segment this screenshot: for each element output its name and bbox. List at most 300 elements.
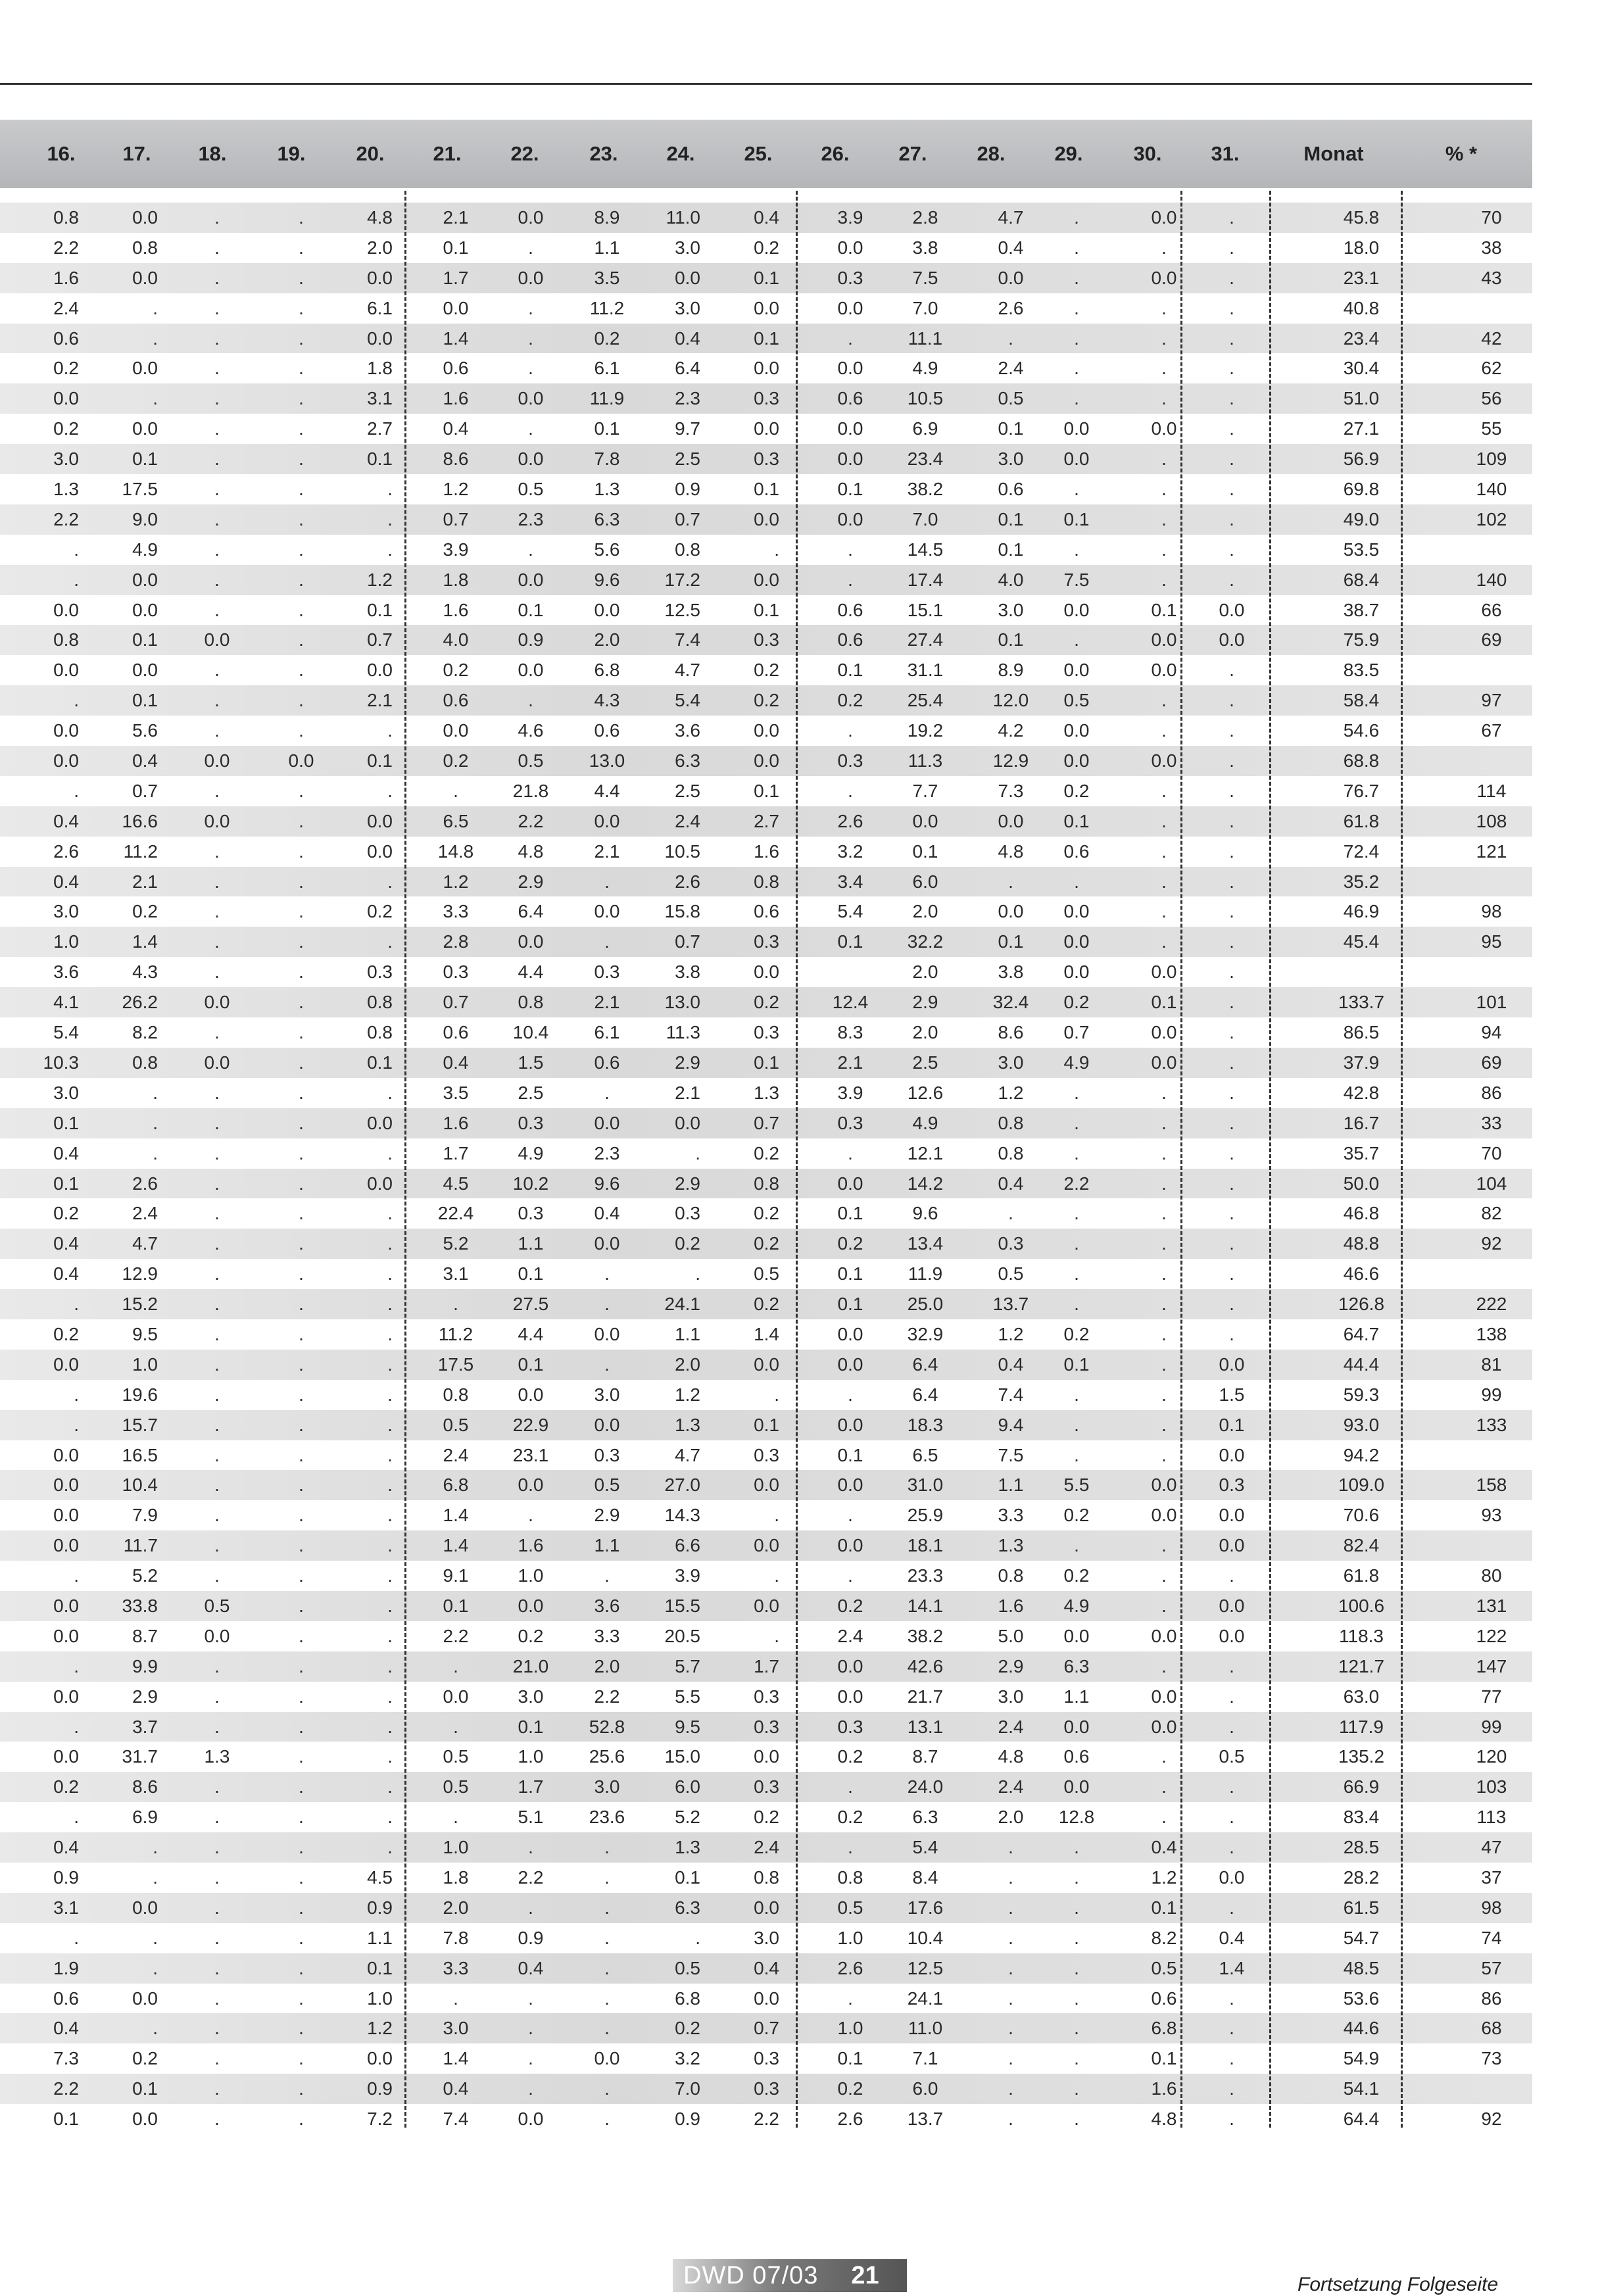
column-divider: [1180, 191, 1182, 2128]
column-header: 25.: [744, 142, 773, 165]
table-row: [0, 1682, 1532, 1712]
table-cell: 9.5: [132, 1323, 158, 1344]
table-cell: .: [387, 539, 393, 560]
table-cell: 0.0: [518, 1595, 544, 1616]
table-cell: 0.8: [518, 992, 544, 1013]
column-header: % *: [1445, 142, 1478, 165]
table-cell: .: [604, 1957, 610, 1978]
table-cell: .: [1161, 931, 1167, 952]
table-cell: .: [387, 1505, 393, 1526]
table-cell: .: [1229, 1263, 1234, 1284]
table-cell: .: [299, 1475, 304, 1496]
table-cell: 6.9: [132, 1807, 158, 1828]
column-header: 29.: [1054, 142, 1083, 165]
table-cell: 70: [1481, 1142, 1502, 1163]
table-cell: 9.1: [443, 1565, 469, 1586]
table-cell: .: [153, 1142, 158, 1163]
table-cell: .: [387, 1716, 393, 1737]
table-cell: 66: [1481, 599, 1502, 620]
table-row: [0, 414, 1532, 444]
table-cell: 1.3: [998, 1535, 1024, 1556]
table-cell: 55: [1481, 418, 1502, 439]
table-cell: 0.1: [675, 1867, 700, 1888]
table-cell: .: [774, 539, 779, 560]
table-cell: .: [604, 1294, 610, 1315]
table-cell: 0.0: [204, 810, 230, 831]
table-cell: .: [387, 1203, 393, 1224]
table-cell: 0.5: [204, 1595, 230, 1616]
table-cell: .: [1229, 418, 1234, 439]
table-cell: .: [387, 1686, 393, 1707]
table-cell: 0.0: [1151, 1625, 1177, 1646]
table-cell: 0.2: [837, 1595, 863, 1616]
table-cell: 2.7: [367, 418, 393, 439]
table-cell: .: [774, 1565, 779, 1586]
table-cell: .: [1229, 2018, 1234, 2039]
table-cell: .: [604, 931, 610, 952]
table-cell: 1.2: [1151, 1867, 1177, 1888]
table-cell: 0.2: [754, 690, 779, 711]
table-cell: 0.0: [837, 1323, 863, 1344]
table-cell: .: [1229, 1988, 1234, 2009]
table-cell: 6.0: [912, 871, 938, 892]
table-cell: 0.6: [443, 1022, 469, 1043]
table-cell: .: [1074, 207, 1079, 228]
table-cell: 2.2: [53, 237, 79, 258]
table-cell: 0.0: [837, 1173, 863, 1194]
table-cell: .: [299, 690, 304, 711]
table-cell: 2.8: [443, 931, 469, 952]
table-cell: .: [1229, 660, 1234, 681]
table-cell: 4.4: [518, 962, 544, 983]
table-cell: 0.0: [132, 418, 158, 439]
table-cell: 0.0: [1063, 449, 1090, 470]
table-cell: 0.6: [1063, 1746, 1090, 1767]
table-cell: 0.3: [754, 2078, 779, 2099]
table-cell: .: [848, 1384, 853, 1405]
table-cell: .: [453, 780, 458, 801]
table-cell: .: [1229, 1807, 1234, 1828]
table-cell: .: [528, 1897, 533, 1918]
table-cell: 7.8: [443, 1927, 469, 1948]
table-cell: 0.2: [53, 1203, 79, 1224]
table-cell: 0.0: [675, 1112, 700, 1133]
table-row: [0, 1289, 1532, 1319]
table-cell: 18.0: [1343, 237, 1380, 258]
table-cell: 0.0: [1063, 660, 1090, 681]
table-cell: .: [214, 2109, 220, 2130]
table-cell: 1.2: [367, 569, 393, 590]
table-row: [0, 1742, 1532, 1772]
table-cell: 11.0: [908, 2018, 943, 2039]
table-cell: .: [604, 2018, 610, 2039]
table-cell: .: [1229, 1233, 1234, 1254]
table-cell: 0.0: [754, 1354, 779, 1375]
table-cell: 2.4: [998, 1776, 1024, 1797]
table-cell: 6.4: [675, 358, 700, 379]
table-cell: .: [848, 1565, 853, 1586]
table-cell: .: [1161, 720, 1167, 741]
table-cell: .: [1229, 1052, 1234, 1073]
table-cell: 0.3: [443, 962, 469, 983]
table-cell: 6.4: [912, 1354, 938, 1375]
table-cell: 0.0: [998, 901, 1024, 922]
table-row: [0, 233, 1532, 263]
table-cell: 0.5: [443, 1414, 469, 1435]
table-cell: 2.2: [53, 2078, 79, 2099]
table-cell: 0.7: [443, 992, 469, 1013]
table-row: [0, 1621, 1532, 1651]
table-cell: 0.0: [754, 508, 779, 529]
table-cell: 15.0: [664, 1746, 700, 1767]
table-cell: 82.4: [1343, 1535, 1380, 1556]
table-cell: 18.1: [907, 1535, 944, 1556]
table-cell: 0.0: [1151, 207, 1177, 228]
table-row: [0, 1319, 1532, 1350]
table-row: [0, 2074, 1532, 2104]
table-cell: .: [214, 1354, 220, 1375]
table-cell: 23.4: [1343, 328, 1380, 349]
table-cell: 0.1: [837, 1444, 863, 1465]
table-cell: 0.2: [754, 1233, 779, 1254]
table-cell: 1.3: [675, 1414, 700, 1435]
table-cell: 0.0: [367, 1112, 393, 1133]
table-cell: .: [299, 1444, 304, 1465]
table-cell: 33: [1481, 1112, 1502, 1133]
table-cell: 4.0: [998, 569, 1024, 590]
table-cell: 42.6: [907, 1655, 944, 1676]
table-cell: .: [528, 539, 533, 560]
table-cell: .: [74, 569, 79, 590]
table-cell: 13.7: [992, 1294, 1029, 1315]
table-cell: 0.0: [1151, 1505, 1177, 1526]
table-cell: .: [1074, 267, 1079, 288]
table-cell: 0.0: [518, 660, 544, 681]
table-cell: .: [1229, 267, 1234, 288]
table-cell: .: [1229, 449, 1234, 470]
table-cell: 0.8: [998, 1112, 1024, 1133]
table-cell: 0.2: [1063, 1505, 1090, 1526]
table-cell: 147: [1476, 1655, 1507, 1676]
table-cell: 17.5: [122, 479, 158, 500]
table-cell: .: [214, 2078, 220, 2099]
table-cell: 0.3: [754, 629, 779, 650]
table-cell: 54.6: [1343, 720, 1380, 741]
table-cell: 0.3: [367, 962, 393, 983]
column-header: 27.: [898, 142, 927, 165]
table-cell: 0.0: [132, 2109, 158, 2130]
table-cell: 0.3: [754, 388, 779, 409]
table-cell: 13.0: [589, 750, 625, 771]
table-cell: 2.1: [367, 690, 393, 711]
table-cell: .: [1229, 207, 1234, 228]
table-cell: .: [387, 780, 393, 801]
table-cell: .: [1161, 1595, 1167, 1616]
table-cell: 2.1: [594, 841, 620, 862]
table-cell: .: [1074, 358, 1079, 379]
table-cell: 7.5: [912, 267, 938, 288]
table-cell: 0.0: [1219, 1625, 1245, 1646]
table-cell: 2.4: [675, 810, 700, 831]
table-cell: 2.5: [675, 780, 700, 801]
table-cell: .: [214, 1837, 220, 1858]
table-cell: 56: [1481, 388, 1502, 409]
table-cell: 1.1: [998, 1475, 1024, 1496]
table-cell: .: [299, 418, 304, 439]
table-cell: 2.4: [443, 1444, 469, 1465]
table-cell: 3.2: [675, 2048, 700, 2069]
table-cell: 1.6: [1151, 2078, 1177, 2099]
table-cell: 0.2: [132, 901, 158, 922]
table-cell: 0.1: [518, 599, 544, 620]
table-cell: 3.0: [675, 297, 700, 318]
table-row: [0, 324, 1532, 354]
table-cell: .: [774, 1384, 779, 1405]
table-cell: .: [214, 2018, 220, 2039]
table-cell: 7.7: [912, 780, 938, 801]
table-cell: .: [774, 1505, 779, 1526]
table-row: [0, 716, 1532, 746]
table-cell: .: [1161, 1746, 1167, 1767]
table-cell: 0.8: [998, 1565, 1024, 1586]
table-cell: 3.5: [594, 267, 620, 288]
table-cell: 40.8: [1343, 297, 1380, 318]
table-cell: .: [1161, 1414, 1167, 1435]
table-cell: 0.0: [367, 2048, 393, 2069]
table-cell: 104: [1476, 1173, 1507, 1194]
table-cell: 0.0: [675, 267, 700, 288]
table-cell: 7.5: [1063, 569, 1090, 590]
table-cell: .: [1074, 2048, 1079, 2069]
table-cell: 11.1: [908, 328, 943, 349]
table-cell: .: [1229, 1112, 1234, 1133]
table-cell: 0.2: [443, 660, 469, 681]
table-cell: .: [299, 1716, 304, 1737]
table-cell: 7.3: [53, 2048, 79, 2069]
table-cell: 0.2: [675, 2018, 700, 2039]
table-cell: 0.3: [837, 267, 863, 288]
table-cell: 0.0: [1151, 750, 1177, 771]
table-cell: 23.4: [907, 449, 944, 470]
table-cell: 0.2: [754, 237, 779, 258]
table-cell: 3.0: [998, 1052, 1024, 1073]
table-cell: 0.0: [443, 720, 469, 741]
table-cell: .: [387, 1625, 393, 1646]
table-cell: 0.1: [754, 267, 779, 288]
page-number: 21: [851, 2262, 879, 2289]
table-cell: 14.8: [437, 841, 474, 862]
table-cell: .: [453, 1807, 458, 1828]
table-cell: .: [214, 1323, 220, 1344]
table-cell: 133: [1476, 1414, 1507, 1435]
table-cell: 0.0: [837, 1354, 863, 1375]
table-cell: .: [1008, 2048, 1013, 2069]
table-cell: 0.4: [998, 1173, 1024, 1194]
table-cell: .: [1074, 539, 1079, 560]
table-cell: 28.5: [1343, 1837, 1380, 1858]
table-cell: 1.7: [443, 1142, 469, 1163]
table-cell: 0.0: [1063, 1625, 1090, 1646]
table-cell: .: [604, 1354, 610, 1375]
table-cell: .: [1229, 237, 1234, 258]
table-cell: 0.0: [132, 207, 158, 228]
table-cell: .: [1161, 1142, 1167, 1163]
table-cell: 12.5: [907, 1957, 944, 1978]
table-cell: .: [214, 207, 220, 228]
table-cell: 54.9: [1343, 2048, 1380, 2069]
table-cell: 2.2: [754, 2109, 779, 2130]
table-cell: 3.0: [53, 1082, 79, 1103]
column-divider: [1269, 191, 1271, 2128]
table-cell: 138: [1476, 1323, 1507, 1344]
table-row: [0, 987, 1532, 1017]
table-cell: 37: [1481, 1867, 1502, 1888]
table-cell: 0.5: [675, 1957, 700, 1978]
table-cell: 0.6: [443, 690, 469, 711]
table-cell: 0.1: [837, 1263, 863, 1284]
table-cell: 0.1: [1151, 2048, 1177, 2069]
table-cell: 0.4: [675, 328, 700, 349]
table-cell: .: [453, 1988, 458, 2009]
table-cell: .: [214, 1897, 220, 1918]
table-cell: 0.5: [1063, 690, 1090, 711]
table-cell: 1.6: [998, 1595, 1024, 1616]
table-cell: 4.3: [594, 690, 620, 711]
table-cell: 0.4: [1151, 1837, 1177, 1858]
table-row: [0, 1712, 1532, 1742]
table-cell: 0.0: [53, 1686, 79, 1707]
table-cell: 2.5: [912, 1052, 938, 1073]
table-cell: 1.2: [675, 1384, 700, 1405]
table-cell: 3.3: [443, 901, 469, 922]
column-header: 24.: [666, 142, 695, 165]
table-cell: .: [214, 539, 220, 560]
table-cell: .: [1074, 1444, 1079, 1465]
table-cell: 3.9: [675, 1565, 700, 1586]
table-cell: 33.8: [122, 1595, 158, 1616]
table-cell: .: [1161, 297, 1167, 318]
table-cell: .: [1229, 328, 1234, 349]
table-cell: .: [1229, 508, 1234, 529]
table-cell: 2.8: [912, 207, 938, 228]
table-cell: .: [387, 1384, 393, 1405]
table-cell: .: [1074, 297, 1079, 318]
table-cell: .: [1161, 1233, 1167, 1254]
table-cell: 8.6: [132, 1776, 158, 1797]
table-cell: 49.0: [1343, 508, 1380, 529]
table-cell: 3.8: [912, 237, 938, 258]
table-cell: 0.0: [754, 297, 779, 318]
table-cell: 2.4: [754, 1837, 779, 1858]
table-cell: 4.5: [443, 1173, 469, 1194]
table-cell: 140: [1476, 569, 1507, 590]
table-cell: 94: [1481, 1022, 1502, 1043]
table-cell: .: [1161, 1323, 1167, 1344]
table-cell: 3.0: [53, 901, 79, 922]
table-cell: .: [1161, 1444, 1167, 1465]
table-cell: .: [299, 1655, 304, 1676]
table-cell: 3.0: [675, 237, 700, 258]
table-cell: 66.9: [1343, 1776, 1380, 1797]
table-cell: .: [1229, 1082, 1234, 1103]
table-cell: .: [604, 1867, 610, 1888]
table-cell: 0.0: [518, 2109, 544, 2130]
table-cell: 37.9: [1343, 1052, 1380, 1073]
table-cell: .: [214, 1233, 220, 1254]
table-cell: 4.3: [132, 962, 158, 983]
table-cell: 5.6: [594, 539, 620, 560]
table-cell: 61.8: [1343, 1565, 1380, 1586]
table-cell: 0.0: [594, 2048, 620, 2069]
table-cell: .: [848, 780, 853, 801]
table-cell: 81: [1481, 1354, 1502, 1375]
table-cell: .: [214, 660, 220, 681]
table-cell: 3.0: [594, 1384, 620, 1405]
table-cell: 0.0: [53, 1475, 79, 1496]
table-cell: 2.5: [518, 1082, 544, 1103]
table-cell: 2.6: [53, 841, 79, 862]
table-row: [0, 2104, 1532, 2134]
table-cell: 11.9: [908, 1263, 943, 1284]
table-cell: 0.9: [367, 2078, 393, 2099]
table-cell: .: [1161, 1203, 1167, 1224]
table-cell: 0.8: [754, 1867, 779, 1888]
table-cell: .: [528, 237, 533, 258]
table-cell: .: [1161, 780, 1167, 801]
table-cell: 13.0: [664, 992, 700, 1013]
table-cell: 6.3: [912, 1807, 938, 1828]
table-row: [0, 1350, 1532, 1380]
table-cell: 0.0: [367, 841, 393, 862]
table-row: [0, 896, 1532, 927]
table-cell: .: [1074, 2109, 1079, 2130]
table-cell: 0.0: [53, 1444, 79, 1465]
table-cell: .: [299, 1233, 304, 1254]
table-cell: 0.1: [443, 237, 469, 258]
table-cell: 6.1: [594, 1022, 620, 1043]
table-cell: .: [1074, 1897, 1079, 1918]
table-row: [0, 1138, 1532, 1169]
table-cell: .: [1161, 1565, 1167, 1586]
table-cell: 22.4: [437, 1203, 474, 1224]
table-cell: 11.0: [666, 207, 700, 228]
table-cell: 38.2: [907, 479, 944, 500]
table-cell: 118.3: [1339, 1625, 1384, 1646]
table-cell: .: [214, 328, 220, 349]
table-cell: 4.8: [998, 841, 1024, 862]
table-cell: 10.5: [664, 841, 700, 862]
table-cell: .: [153, 1082, 158, 1103]
table-cell: 0.0: [754, 358, 779, 379]
table-cell: 69: [1481, 629, 1502, 650]
table-cell: .: [604, 1988, 610, 2009]
table-cell: .: [299, 1173, 304, 1194]
table-cell: 21.0: [512, 1655, 549, 1676]
table-cell: 68.4: [1343, 569, 1380, 590]
table-cell: .: [299, 2048, 304, 2069]
table-cell: .: [1008, 2109, 1013, 2130]
table-cell: .: [299, 1263, 304, 1284]
table-cell: 9.7: [675, 418, 700, 439]
table-cell: 0.4: [443, 1052, 469, 1073]
table-cell: 2.7: [754, 810, 779, 831]
table-cell: .: [214, 599, 220, 620]
table-cell: 0.6: [594, 720, 620, 741]
table-cell: 0.5: [1151, 1957, 1177, 1978]
table-cell: 23.6: [589, 1807, 625, 1828]
table-cell: 17.6: [907, 1897, 944, 1918]
table-cell: 0.8: [367, 992, 393, 1013]
